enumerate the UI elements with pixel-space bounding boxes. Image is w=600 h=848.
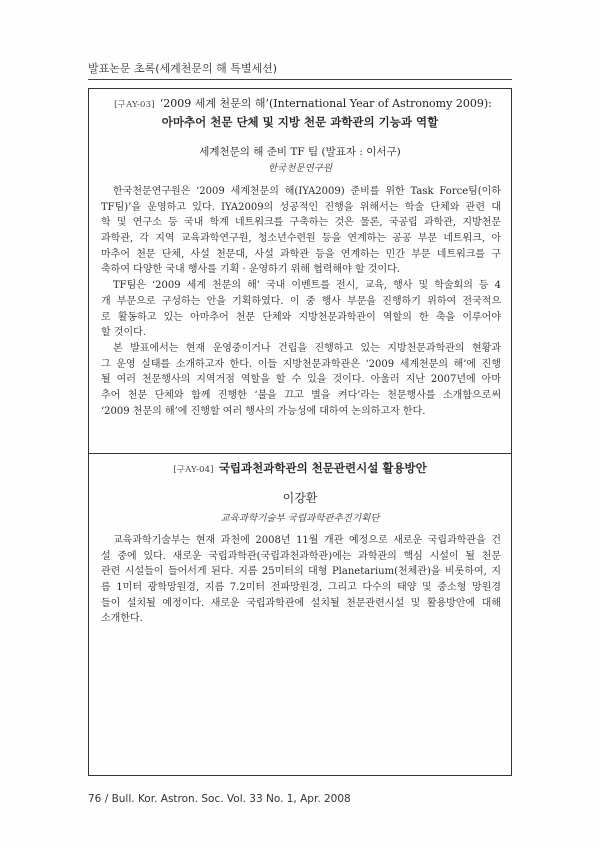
abstract-1-title-line1 bbox=[97, 95, 509, 111]
page-footer: 76 / Bull. Kor. Astron. Soc. Vol. 33 No. 1, Apr. 2008 bbox=[88, 793, 351, 805]
body-line: 할 것이다. bbox=[101, 327, 146, 339]
body-line: 관련 시설들이 들어서게 된다. 지름 25미터의 대형 Planetarium(천체관)을 비롯하여, 지 bbox=[101, 566, 501, 578]
header-rule bbox=[88, 79, 512, 80]
abstract-1-title-line2: 아마추어 천문 단체 및 지방 천문 과학관의 기능과 역할 bbox=[161, 115, 439, 129]
abstract-2-title-text: 국립과천과학관의 천문관련시설 활용방안 bbox=[218, 461, 427, 475]
section-divider bbox=[89, 453, 511, 454]
abstract-1-affiliation: 한국천문연구원 bbox=[267, 163, 333, 174]
body-line: 될 여러 천문행사의 지역거점 역할을 할 수 있을 것이다. 아울러 지난 2007년에 아마 bbox=[101, 374, 501, 386]
body-line: ‘2009 천문의 해’에 진행할 여러 행사의 가능성에 대하여 논의하고자 한다. bbox=[101, 405, 426, 417]
running-header: 발표논문 초록(세계천문의 해 특별세션) bbox=[88, 62, 278, 75]
body-line: 추어 천문 단체와 함께 진행한 ‘불을 끄고 별을 켜다’라는 천문행사를 소개함으로써 bbox=[101, 389, 501, 401]
body-line: 축하여 다양한 국내 행사를 기획 · 운영하기 위해 협력해야 할 것이다. bbox=[101, 264, 400, 276]
body-line: 름 1미터 광학망원경, 지름 7.2미터 전파망원경, 그리고 다수의 태양 및 중소형 망원경 bbox=[101, 582, 501, 594]
abstract-1-author: 세계천문의 해 준비 TF 팀 (발표자 : 이서구) bbox=[199, 146, 401, 158]
body-line: 개 부문으로 구성하는 안을 기획하였다. 이 중 행사 부문을 진행하기 위하여 전국적으 bbox=[101, 295, 501, 307]
abstract-2-affiliation: 교육과학기술부 국립과학관추진기획단 bbox=[220, 513, 380, 524]
body-line: TF팀)’을 운영하고 있다. IYA2009의 성공적인 진행을 위해서는 학술 단체와 관련 대 bbox=[101, 201, 501, 213]
body-line: 소개한다. bbox=[101, 613, 143, 625]
body-line: 들이 설치될 예정이다. 새로운 국립과학관에 설치될 천문관련시설 및 활용방안에 대해 bbox=[101, 597, 501, 609]
body-line: 그 운영 실태를 소개하고자 한다. 이들 지방천문과학관은 ‘2009 세계천문의 해’에 진행 bbox=[101, 358, 501, 370]
abstract-1-tag: [구AY-03] bbox=[114, 100, 155, 110]
body-line: 본 발표에서는 현재 운영중이거나 건립을 진행하고 있는 지방천문과학관의 현황과 bbox=[113, 342, 501, 354]
body-line: 설 중에 있다. 새로운 국립과학관(국립과천과학관)에는 과학관의 핵심 시설이 될 천문 bbox=[101, 550, 501, 562]
body-line: TF팀은 ‘2009 세계 천문의 해’ 국내 이벤트를 전시, 교육, 행사 및 학술회의 등 4 bbox=[113, 280, 501, 292]
abstract-1-title-text: ‘2009 세계 천문의 해’(International Year of Astronomy 2009): bbox=[159, 97, 492, 110]
abstract-2-author: 이강환 bbox=[282, 491, 318, 505]
abstract-2-body bbox=[101, 533, 501, 627]
abstract-2-title bbox=[89, 460, 511, 476]
abstract-1-body bbox=[101, 184, 501, 419]
abstracts-box bbox=[88, 88, 512, 776]
abstract-2-tag: [구AY-04] bbox=[173, 465, 214, 475]
body-line: 교육과학기술부는 현재 과천에 2008년 11월 개관 예정으로 새로운 국립과학관을 건 bbox=[113, 535, 501, 546]
body-line: 과학관, 각 지역 교육과학연구원, 청소년수련원 등을 연계하는 공공 부문 네트워크, 아 bbox=[101, 233, 501, 245]
body-line: 로 활동하고 있는 아마추어 천문 단체와 지방천문과학관이 역할의 한 축을 이루어야 bbox=[101, 311, 501, 323]
body-line: 한국천문연구원은 ‘2009 세계천문의 해(IYA2009) 준비를 위한 Task Force팀(이하 bbox=[113, 186, 501, 197]
body-line: 마추어 천문 단체, 사설 천문대, 사설 과학관 등을 연계하는 민간 부문 네트워크를 구 bbox=[101, 248, 501, 260]
body-line: 학 및 연구소 등 국내 학계 네트워크를 구축하는 것은 물론, 국공립 과학관, 지방천문 bbox=[101, 217, 501, 229]
